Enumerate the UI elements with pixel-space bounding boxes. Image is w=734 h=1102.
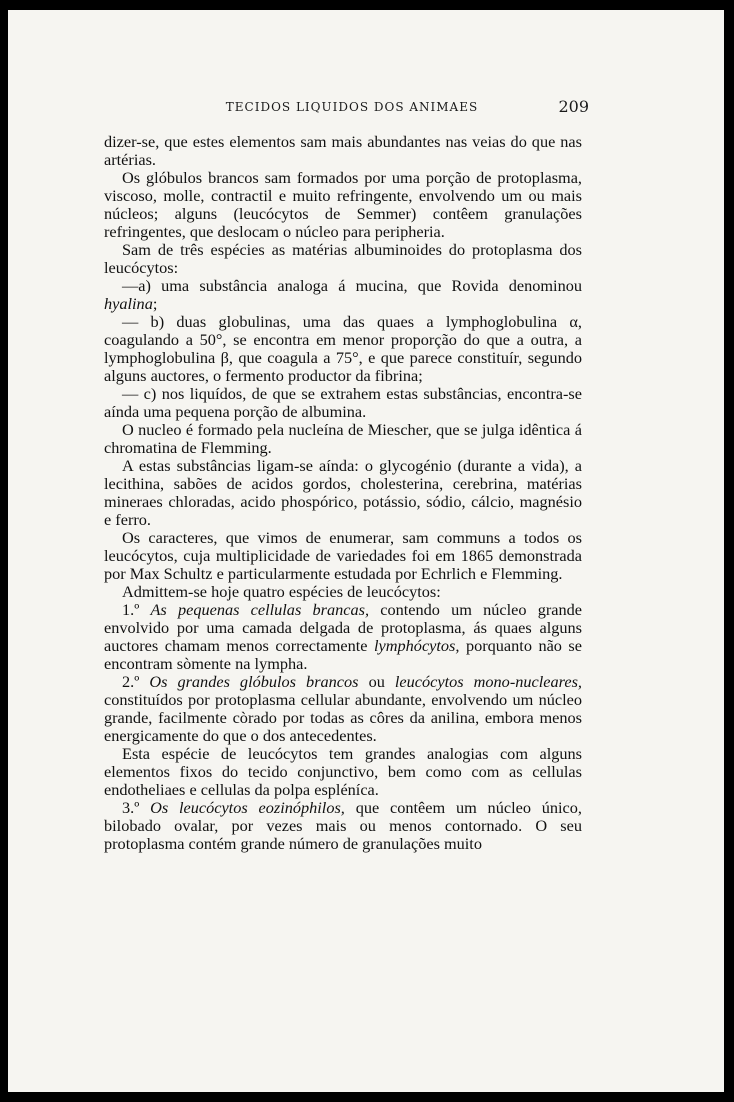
text-run: constituídos por protoplasma cellular abundante, envolvendo um núcleo grande, facilmente còrado por todas as côres da anilina, embora menos energicamente do que o dos antecedentes. <box>104 690 582 745</box>
list-number: 3.º <box>122 798 140 817</box>
italic-term: Os leucócytos eozinóphilos, <box>150 798 345 817</box>
running-head <box>115 97 589 120</box>
paragraph: O nucleo é formado pela nucleína de Miescher, que se julga idêntica á chromatina de Flemming. <box>104 420 582 457</box>
paragraph: Os glóbulos brancos sam formados por uma porção de protoplasma, viscoso, molle, contractil e muito refringente, envolvendo um ou mais núcleos; alguns (leucócytos de Semmer) contêem granulações refringentes, que deslocam o núcleo para peripheria. <box>104 168 582 241</box>
list-number: 2.º <box>122 672 140 691</box>
list-number: 1.º <box>122 600 140 619</box>
paragraph: Esta espécie de leucócytos tem grandes analogias com alguns elementos fixos do tecido conjunctivo, bem como com as cellulas endotheliaes e cellulas da polpa espléníca. <box>104 744 582 799</box>
paragraph: dizer-se, que estes elementos sam mais abundantes nas veias do que nas artérias. <box>104 132 582 169</box>
text-run: —a) uma substância analoga á mucina, que Rovida denominou <box>122 276 582 295</box>
text-run: contendo um núcleo grande envolvido por uma camada delgada de protoplasma, ás quaes alguns auctores chamam menos correctamente <box>104 600 582 655</box>
italic-term: Os grandes glóbulos brancos <box>149 672 359 691</box>
running-title: TECIDOS LIQUIDOS DOS ANIMAES <box>225 100 479 114</box>
italic-term: leucócytos mono-nucleares, <box>394 672 582 691</box>
text-run: que contêem um núcleo único, bilobado ovalar, por vezes mais ou menos contornado. O seu protoplasma contém grande número de granulações muito <box>104 798 582 853</box>
paragraph <box>104 601 582 673</box>
paragraph: Admittem-se hoje quatro espécies de leucócytos: <box>122 582 441 601</box>
paragraph: — c) nos liquídos, de que se extrahem estas substâncias, encontra-se aínda uma pequena porção de albumina. <box>104 384 582 421</box>
paragraph <box>104 673 582 745</box>
paragraph <box>104 799 582 853</box>
page-number: 209 <box>558 97 589 116</box>
paragraph: — b) duas globulinas, uma das quaes a lymphoglobulina α, coagulando a 50°, se encontra em menor proporção do que a outra, a lymphoglobulina β, que coagula a 75°, e que parece constituír, segundo alguns auctores, o fermento productor da fibrina; <box>104 312 582 385</box>
italic-term: lymphócytos, <box>374 636 460 655</box>
italic-term: As pequenas cellulas brancas, <box>150 600 370 619</box>
body-text <box>104 133 582 853</box>
text-run: ou <box>368 672 385 691</box>
paragraph <box>104 277 582 313</box>
paragraph: Sam de três espécies as matérias albuminoides do protoplasma dos leucócytos: <box>104 240 582 277</box>
text-run: porquanto não se encontram sòmente na lympha. <box>104 636 582 673</box>
italic-term: hyalina <box>104 294 153 313</box>
paragraph: Os caracteres, que vimos de enumerar, sam communs a todos os leucócytos, cuja multiplicidade de variedades foi em 1865 demonstrada por Max Schultz e particularmente estudada por Echrlich e Flemming. <box>104 528 582 583</box>
text-run: ; <box>152 294 158 313</box>
paragraph: A estas substâncias ligam-se aínda: o glycogénio (durante a vida), a lecithina, sabões de acidos gordos, cholesterina, cerebrina, matérias mineraes chloradas, acido phospórico, potássio, sódio, cálcio, magnésio e ferro. <box>104 456 582 529</box>
